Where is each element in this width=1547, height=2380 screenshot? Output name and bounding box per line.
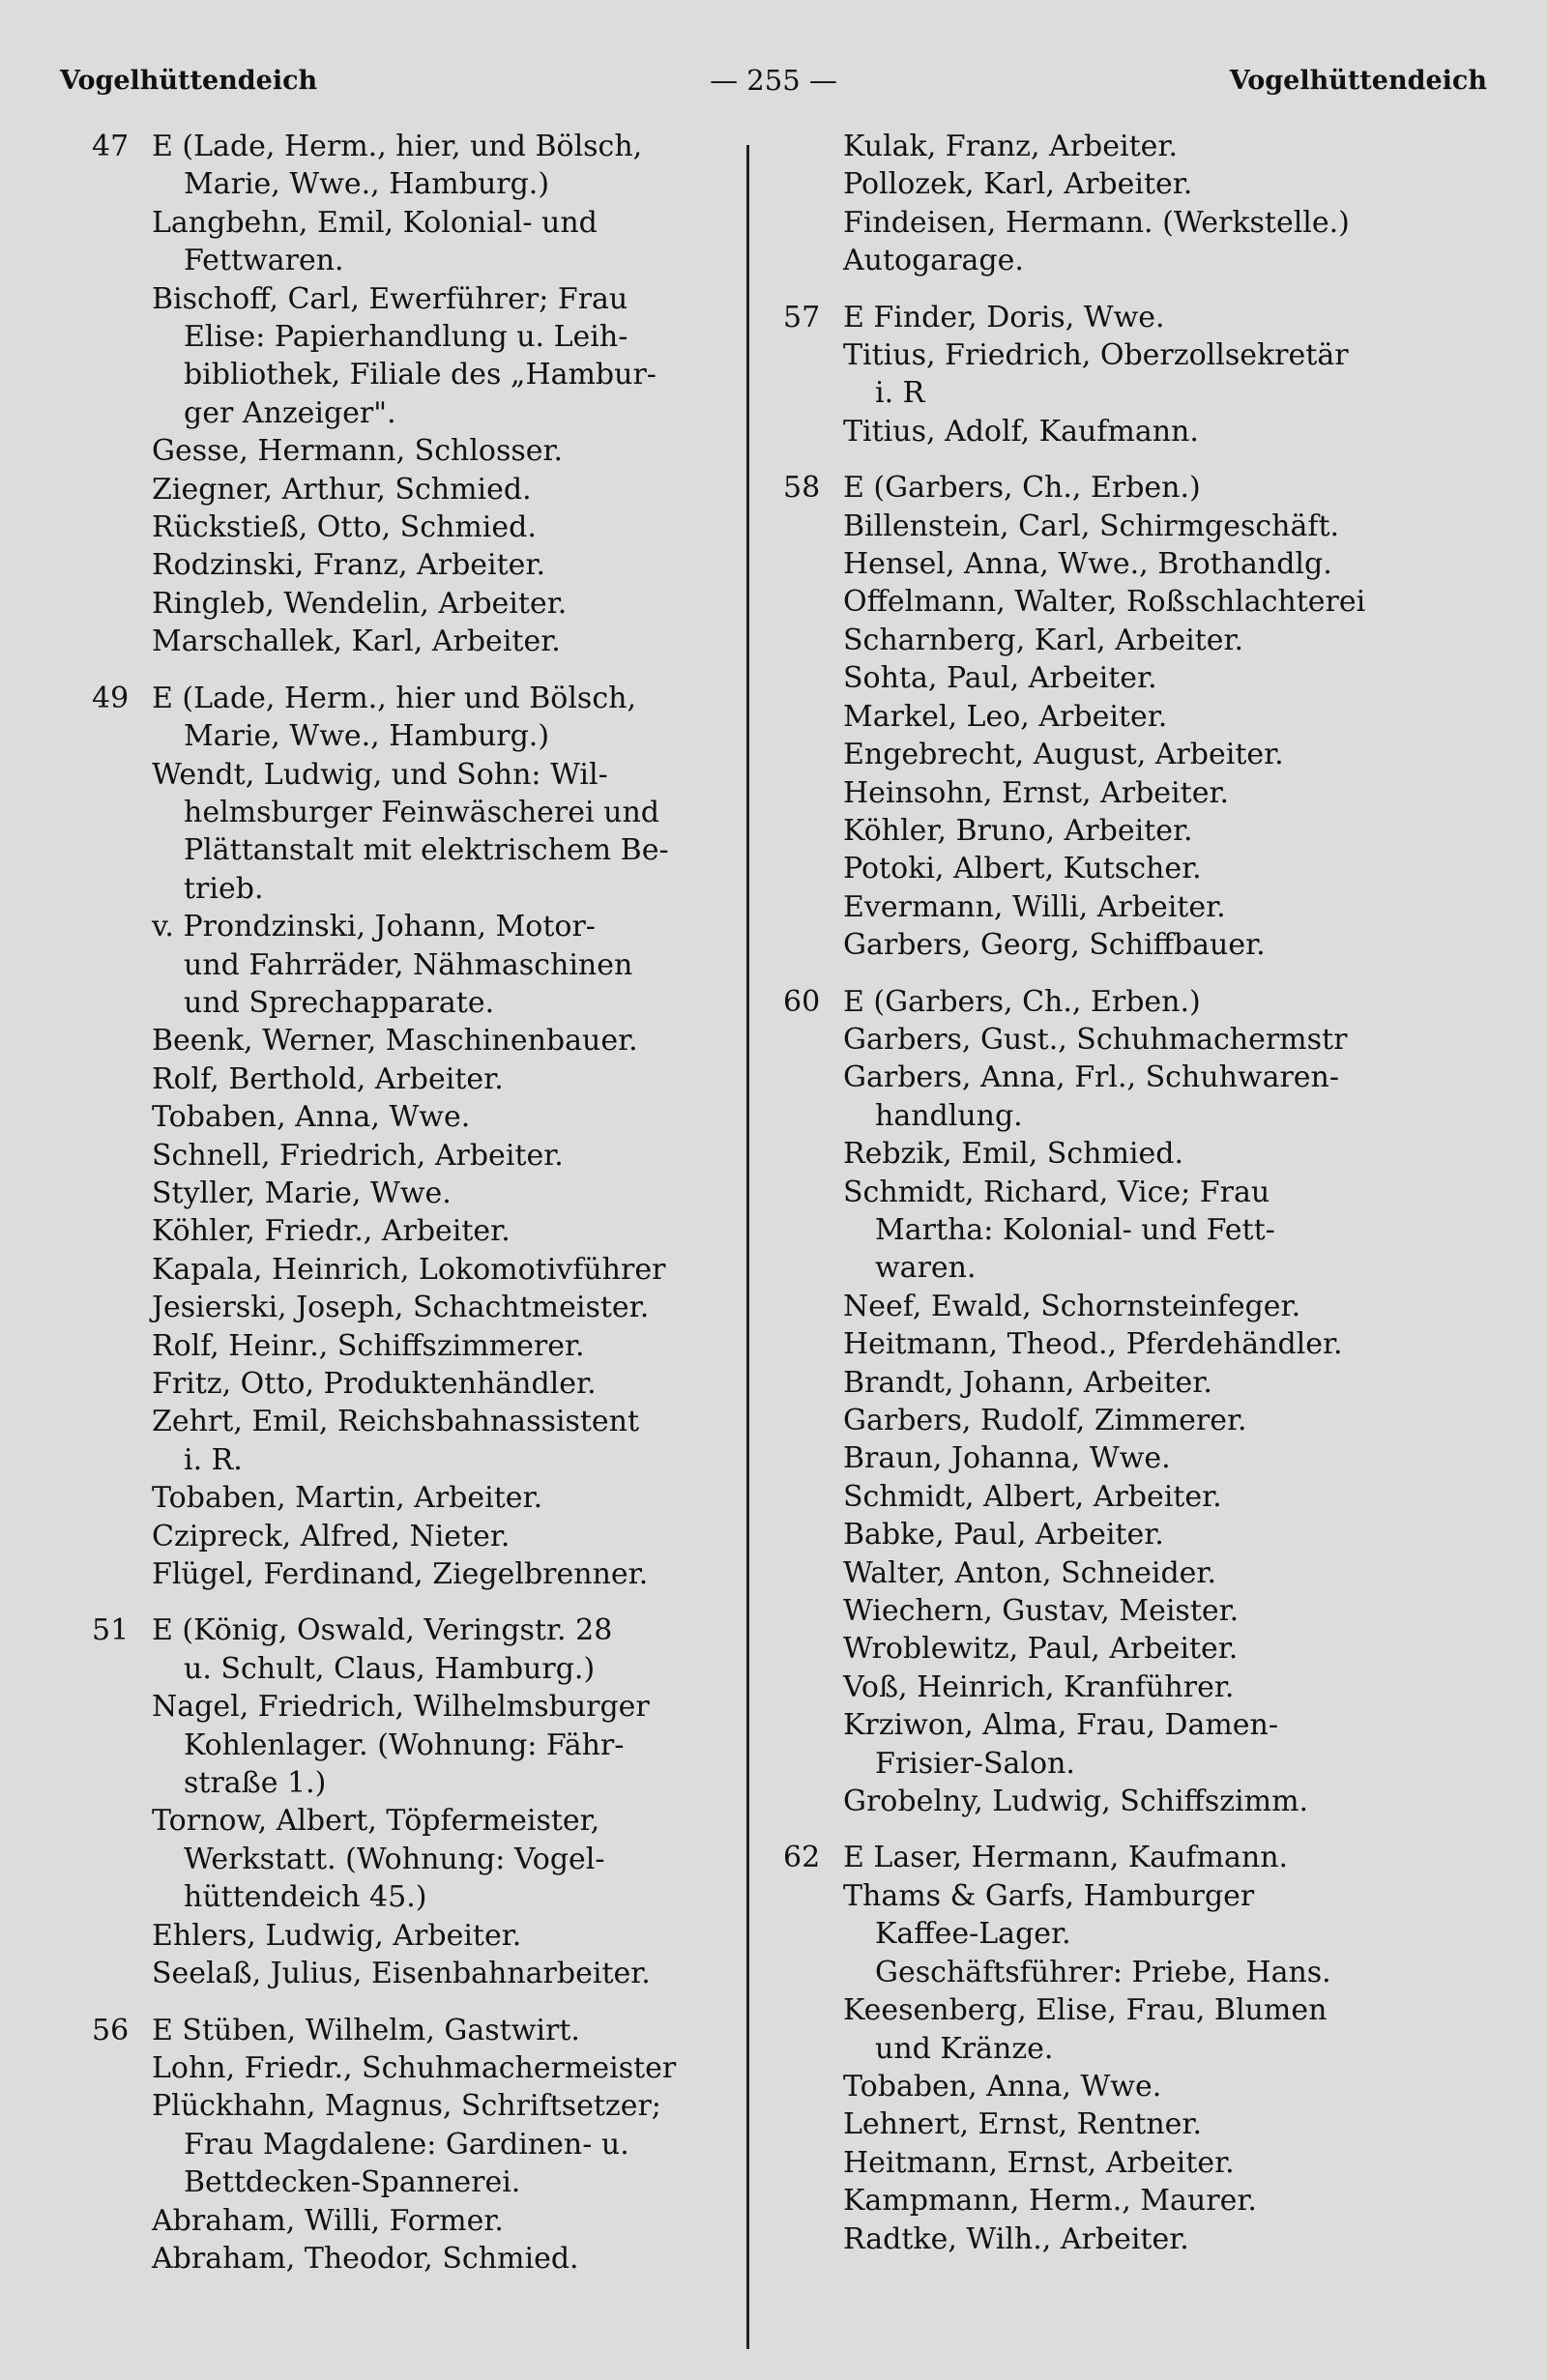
resident-line: Kapala, Heinrich, Lokomotivführer (152, 1252, 666, 1287)
resident-continuation: hüttendeich 45.) (184, 1880, 427, 1915)
resident-line: Bischoff, Carl, Ewerführer; Frau (152, 281, 628, 316)
resident-line: Flügel, Ferdinand, Ziegelbrenner. (152, 1557, 649, 1592)
house-entry (92, 1611, 720, 1992)
resident-line: Neef, Ewald, Schornsteinfeger. (843, 1289, 1301, 1323)
resident-line: Marschallek, Karl, Arbeiter. (152, 624, 561, 659)
resident-line: Engebrecht, August, Arbeiter. (843, 738, 1284, 772)
resident-line: Garbers, Gust., Schuhmachermstr (843, 1022, 1348, 1057)
resident-line: Potoki, Albert, Kutscher. (843, 852, 1202, 886)
resident-line: Wendt, Ludwig, und Sohn: Wil- (152, 757, 608, 792)
resident-line: Seelaß, Julius, Eisenbahnarbeiter. (152, 1957, 651, 1991)
resident-line: Voß, Heinrich, Kranführer. (843, 1669, 1235, 1704)
resident-continuation: i. R. (184, 1442, 243, 1477)
house-entry (783, 128, 1426, 280)
resident-continuation: und Sprechapparate. (184, 985, 495, 1020)
resident-line: Rodzinski, Franz, Arbeiter. (152, 548, 546, 583)
resident-line: Lohn, Friedr., Schuhmachermeister (152, 2050, 677, 2085)
house-entry (783, 469, 1426, 964)
resident-line: Nagel, Friedrich, Wilhelmsburger (152, 1690, 650, 1725)
resident-continuation: Plättanstalt mit elektrischem Be- (184, 833, 669, 868)
resident-line: Krziwon, Alma, Frau, Damen- (843, 1708, 1278, 1743)
resident-line: E (Lade, Herm., hier und Bölsch, (152, 681, 636, 715)
resident-continuation: Geschäftsführer: Priebe, Hans. (875, 1955, 1331, 1989)
house-number: 56 (92, 2013, 130, 2047)
house-entry (783, 983, 1426, 1821)
resident-line: Walter, Anton, Schneider. (843, 1555, 1217, 1590)
house-number: 49 (92, 681, 130, 715)
resident-line: Tornow, Albert, Töpfermeister, (152, 1804, 600, 1839)
resident-line: Thams & Garfs, Hamburger (843, 1878, 1255, 1913)
resident-line: Titius, Friedrich, Oberzollsekretär (843, 338, 1349, 373)
resident-line: Wroblewitz, Paul, Arbeiter. (843, 1632, 1239, 1667)
right-column (783, 128, 1426, 2258)
resident-line: E Laser, Hermann, Kaufmann. (843, 1841, 1289, 1875)
header-left-street: Vogelhüttendeich (60, 65, 318, 96)
resident-line: Garbers, Rudolf, Zimmerer. (843, 1404, 1247, 1437)
resident-line: Hensel, Anna, Wwe., Brothandlg. (843, 547, 1332, 582)
resident-line: Rebzik, Emil, Schmied. (843, 1137, 1184, 1172)
resident-line: Pollozek, Karl, Arbeiter. (843, 167, 1193, 202)
resident-continuation: waren. (875, 1251, 977, 1286)
resident-line: Fritz, Otto, Produktenhändler. (152, 1367, 597, 1401)
resident-line: Kulak, Franz, Arbeiter. (843, 130, 1178, 163)
resident-line: Titius, Adolf, Kaufmann. (843, 414, 1199, 449)
resident-line: Billenstein, Carl, Schirmgeschäft. (843, 508, 1340, 543)
resident-line: Schmidt, Albert, Arbeiter. (843, 1479, 1222, 1514)
resident-line: E Finder, Doris, Wwe. (843, 300, 1165, 334)
house-number: 62 (783, 1841, 821, 1875)
resident-line: Rolf, Heinr., Schiffszimmerer. (152, 1328, 585, 1363)
resident-line: Wiechern, Gustav, Meister. (843, 1594, 1240, 1629)
house-number: 60 (783, 984, 821, 1019)
resident-continuation: Marie, Wwe., Hamburg.) (184, 719, 550, 754)
resident-line: Keesenberg, Elise, Frau, Blumen (843, 1993, 1328, 2028)
resident-line: Styller, Marie, Wwe. (152, 1175, 452, 1210)
header-right-street: Vogelhüttendeich (1229, 65, 1487, 96)
resident-continuation: Martha: Kolonial- und Fett- (875, 1212, 1275, 1247)
page-number: — 255 — (710, 64, 837, 97)
resident-line: Brandt, Johann, Arbeiter. (843, 1365, 1212, 1400)
resident-line: Czipreck, Alfred, Nieter. (152, 1519, 511, 1553)
resident-line: E (König, Oswald, Veringstr. 28 (152, 1613, 613, 1648)
resident-line: Gesse, Hermann, Schlosser. (152, 434, 564, 469)
resident-continuation: Fettwaren. (184, 244, 344, 278)
resident-line: Schnell, Friedrich, Arbeiter. (152, 1138, 564, 1173)
resident-line: Abraham, Theodor, Schmied. (152, 2241, 579, 2276)
resident-continuation: und Kränze. (875, 2031, 1054, 2066)
resident-line: Zehrt, Emil, Reichsbahnassistent (152, 1405, 640, 1439)
resident-line: Garbers, Georg, Schiffbauer. (843, 928, 1266, 963)
resident-line: v. Prondzinski, Johann, Motor- (152, 910, 596, 944)
resident-line: E Stüben, Wilhelm, Gastwirt. (152, 2013, 580, 2047)
resident-continuation: trieb. (184, 871, 264, 906)
resident-line: Garbers, Anna, Frl., Schuhwaren- (843, 1060, 1340, 1095)
house-entry (92, 128, 720, 661)
house-number: 47 (92, 130, 130, 163)
resident-continuation: Marie, Wwe., Hamburg.) (184, 167, 550, 202)
left-column (92, 128, 720, 2278)
resident-continuation: Werkstatt. (Wohnung: Vogel- (184, 1842, 605, 1876)
resident-line: Findeisen, Hermann. (Werkstelle.) (843, 205, 1350, 240)
resident-line: Heitmann, Ernst, Arbeiter. (843, 2145, 1235, 2180)
resident-continuation: Kohlenlager. (Wohnung: Fähr- (184, 1727, 625, 1762)
resident-line: Abraham, Willi, Former. (152, 2203, 504, 2238)
resident-continuation: Kaffee-Lager. (875, 1917, 1071, 1952)
resident-line: Radtke, Wilh., Arbeiter. (843, 2221, 1189, 2256)
resident-line: Lehnert, Ernst, Rentner. (843, 2107, 1203, 2142)
resident-line: Beenk, Werner, Maschinenbauer. (152, 1024, 638, 1059)
house-number: 51 (92, 1613, 130, 1648)
resident-continuation: helmsburger Feinwäscherei und (184, 795, 659, 829)
resident-continuation: und Fahrräder, Nähmaschinen (184, 947, 633, 982)
resident-line: E (Lade, Herm., hier, und Bölsch, (152, 130, 643, 163)
resident-continuation: Bettdecken-Spannerei. (184, 2165, 521, 2200)
resident-continuation: straße 1.) (184, 1766, 327, 1801)
resident-line: E (Garbers, Ch., Erben.) (843, 984, 1201, 1019)
resident-line: Rolf, Berthold, Arbeiter. (152, 1061, 504, 1096)
resident-line: E (Garbers, Ch., Erben.) (843, 471, 1201, 506)
resident-line: Autogarage. (843, 244, 1024, 278)
house-entry (92, 680, 720, 1594)
resident-continuation: Elise: Papierhandlung u. Leih- (184, 320, 628, 355)
house-number: 58 (783, 471, 821, 506)
resident-line: Tobaben, Anna, Wwe. (152, 1100, 471, 1135)
resident-line: Ehlers, Ludwig, Arbeiter. (152, 1918, 522, 1953)
resident-continuation: Frau Magdalene: Gardinen- u. (184, 2127, 629, 2162)
house-entry (783, 1839, 1426, 2257)
column-divider (746, 145, 749, 2349)
house-entry (92, 2012, 720, 2278)
resident-continuation: Frisier-Salon. (875, 1746, 1075, 1781)
resident-continuation: u. Schult, Claus, Hamburg.) (184, 1651, 596, 1686)
resident-line: Rückstieß, Otto, Schmied. (152, 510, 537, 545)
resident-line: Plückhahn, Magnus, Schriftsetzer; (152, 2089, 661, 2124)
resident-line: Offelmann, Walter, Roßschlachterei (843, 585, 1366, 620)
resident-line: Schmidt, Richard, Vice; Frau (843, 1175, 1270, 1209)
resident-continuation: handlung. (875, 1098, 1023, 1133)
resident-line: Köhler, Bruno, Arbeiter. (843, 813, 1193, 848)
resident-line: Sohta, Paul, Arbeiter. (843, 661, 1157, 696)
resident-line: Ziegner, Arthur, Schmied. (152, 472, 532, 507)
resident-line: Heinsohn, Ernst, Arbeiter. (843, 775, 1230, 810)
resident-line: Babke, Paul, Arbeiter. (843, 1518, 1164, 1553)
resident-line: Jesierski, Joseph, Schachtmeister. (152, 1291, 650, 1325)
resident-continuation: ger Anzeiger". (184, 395, 396, 430)
resident-line: Scharnberg, Karl, Arbeiter. (843, 623, 1244, 657)
resident-line: Tobaben, Anna, Wwe. (843, 2069, 1162, 2104)
house-number: 57 (783, 300, 821, 334)
resident-line: Grobelny, Ludwig, Schiffszimm. (843, 1785, 1309, 1819)
resident-continuation: bibliothek, Filiale des „Hambur- (184, 358, 657, 392)
resident-line: Heitmann, Theod., Pferdehändler. (843, 1327, 1343, 1362)
house-entry (783, 299, 1426, 451)
resident-line: Kampmann, Herm., Maurer. (843, 2184, 1257, 2219)
page-header (60, 58, 1487, 102)
resident-continuation: i. R (875, 376, 925, 411)
resident-line: Ringleb, Wendelin, Arbeiter. (152, 586, 568, 621)
resident-line: Evermann, Willi, Arbeiter. (843, 889, 1226, 924)
resident-line: Tobaben, Martin, Arbeiter. (152, 1481, 543, 1516)
resident-line: Langbehn, Emil, Kolonial- und (152, 205, 598, 240)
resident-line: Köhler, Friedr., Arbeiter. (152, 1214, 511, 1249)
resident-line: Braun, Johanna, Wwe. (843, 1441, 1171, 1476)
resident-line: Markel, Leo, Arbeiter. (843, 699, 1168, 734)
